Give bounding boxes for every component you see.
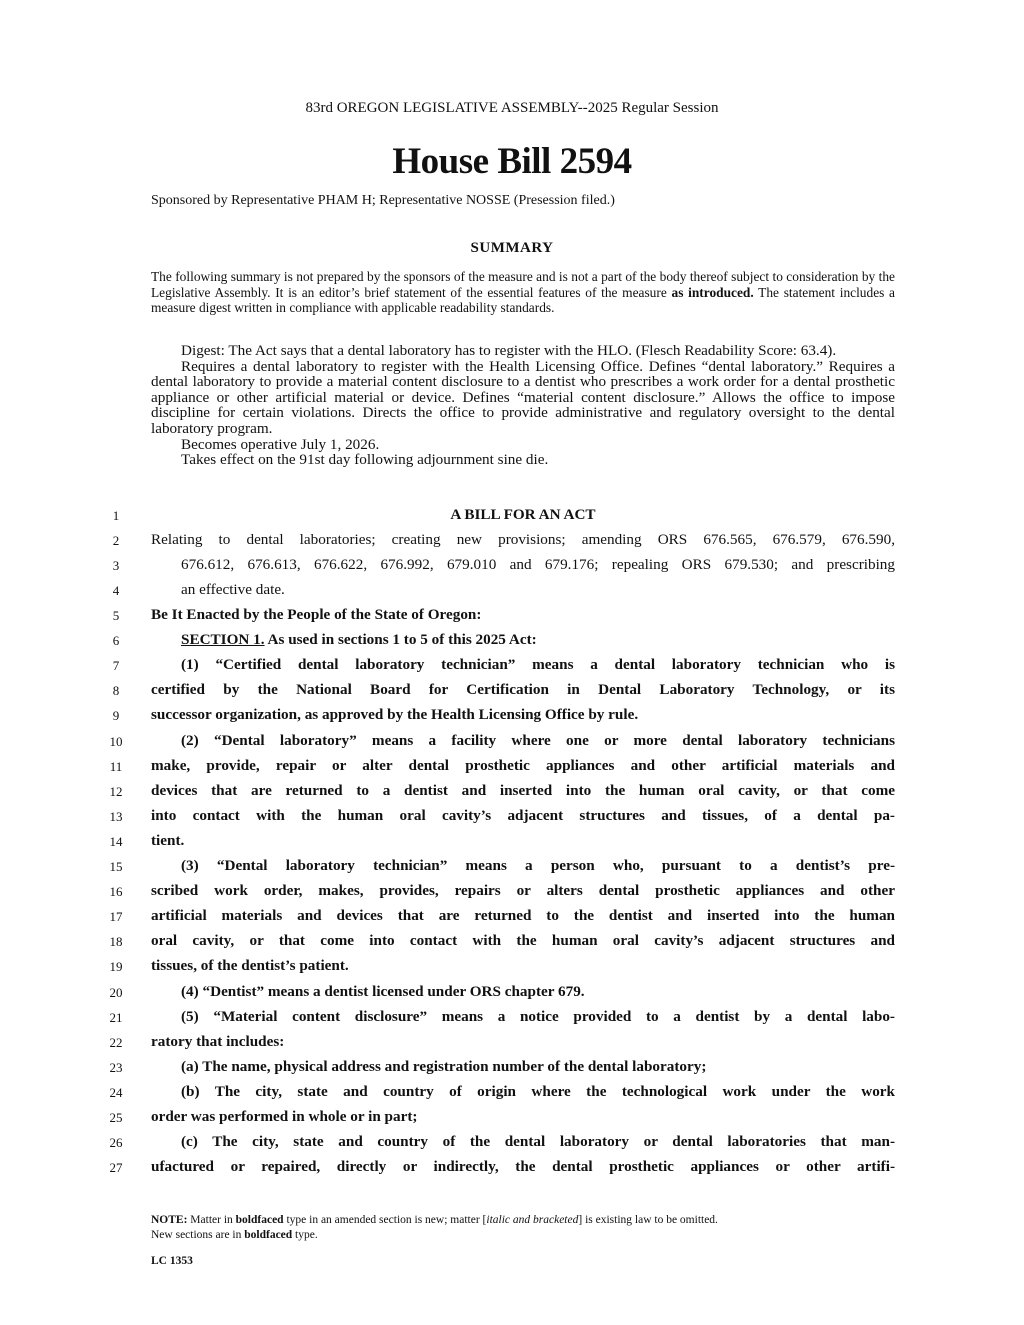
digest-paragraph: Requires a dental laboratory to register with the Health Licensing Office. Defines “dental laboratory.” Requires a dental laboratory to provide a material content disclosure to a dentist who prescribes a work order for a dental prosthetic appliance or other artificial material or device. Defines “material content disclosure.” Allows the office to impose discipline for certain violations. Directs the office to provide administrative and regulatory oversight to the dental laboratory program. — [151, 357, 895, 437]
bill-line: (5) “Material content disclosure” means a notice provided to a dentist by a dental labo- — [181, 1008, 895, 1025]
bill-line: devices that are returned to a dentist and inserted into the human oral cavity, or that come — [151, 782, 895, 799]
bill-line: artificial materials and devices that are returned to the dentist and inserted into the human — [151, 907, 895, 924]
operative-line: Becomes operative July 1, 2026. — [181, 435, 380, 453]
summary-heading: SUMMARY — [470, 240, 554, 256]
bill-title: House Bill 2594 — [392, 141, 632, 182]
bill-line: successor organization, as approved by the Health Licensing Office by rule. — [151, 706, 639, 723]
bill-line: an effective date. — [181, 581, 285, 598]
line-number: 25 — [109, 1110, 123, 1125]
bill-line: into contact with the human oral cavity’s adjacent structures and tissues, of a dental pa- — [151, 807, 895, 824]
line-number: 24 — [109, 1085, 123, 1100]
measure-digest — [151, 343, 895, 468]
line-number: 9 — [112, 708, 120, 723]
line-number: 27 — [109, 1160, 123, 1175]
line-number: 19 — [109, 959, 123, 974]
bill-line: order was performed in whole or in part; — [151, 1108, 418, 1125]
bill-line: make, provide, repair or alter dental prosthetic appliances and other artificial materials and — [151, 757, 895, 774]
line-number: 1 — [112, 508, 120, 523]
line-number: 16 — [109, 884, 123, 899]
line-number: 17 — [109, 909, 123, 924]
bill-line: certified by the National Board for Certification in Dental Laboratory Technology, or its — [151, 681, 895, 698]
bill-line: tissues, of the dentist’s patient. — [151, 957, 349, 974]
line-number: 11 — [109, 759, 123, 774]
line-number: 22 — [109, 1035, 123, 1050]
line-number: 3 — [112, 558, 120, 573]
bill-line: (a) The name, physical address and registration number of the dental laboratory; — [181, 1058, 707, 1075]
line-number: 6 — [112, 633, 120, 648]
line-number: 12 — [109, 784, 123, 799]
line-number: 20 — [109, 985, 123, 1000]
bill-line: (1) “Certified dental laboratory technician” means a dental laboratory technician who is — [181, 656, 895, 673]
bill-line: (c) The city, state and country of the dental laboratory or dental laboratories that man- — [181, 1133, 895, 1150]
session-header: 83rd OREGON LEGISLATIVE ASSEMBLY--2025 Regular Session — [305, 100, 719, 116]
footer-note: NOTE: Matter in boldfaced type in an amended section is new; matter [italic and bracketed] is existing law to be omitted. New sections are in boldfaced type. — [151, 1214, 718, 1241]
line-number: 10 — [109, 734, 123, 749]
line-number: 21 — [109, 1010, 123, 1025]
sponsors-line: Sponsored by Representative PHAM H; Representative NOSSE (Presession filed.) — [151, 193, 615, 208]
line-number: 13 — [109, 809, 123, 824]
line-number: 26 — [109, 1135, 123, 1150]
line-number: 14 — [109, 834, 123, 849]
bill-line: (2) “Dental laboratory” means a facility where one or more dental laboratory technicians — [181, 732, 895, 749]
bill-line: Relating to dental laboratories; creating new provisions; amending ORS 676.565, 676.579, 676.590, — [151, 531, 895, 548]
bill-line: (3) “Dental laboratory technician” means a person who, pursuant to a dentist’s pre- — [181, 857, 895, 874]
bill-act-heading: A BILL FOR AN ACT — [450, 506, 596, 523]
line-number: 7 — [112, 658, 120, 673]
digest-line: Digest: The Act says that a dental laboratory has to register with the HLO. (Flesch Readability Score: 63.4). — [181, 342, 837, 359]
section-1-heading: SECTION 1. As used in sections 1 to 5 of this 2025 Act: — [181, 631, 537, 648]
bill-line: (4) “Dentist” means a dentist licensed under ORS chapter 679. — [181, 983, 585, 1000]
section-label: SECTION 1. — [181, 631, 265, 648]
bill-line: ufactured or repaired, directly or indirectly, the dental prosthetic appliances or other artifi- — [151, 1158, 895, 1175]
line-number: 4 — [112, 583, 120, 598]
bill-line: (b) The city, state and country of origin where the technological work under the work — [181, 1083, 895, 1100]
line-number: 8 — [112, 683, 120, 698]
bill-line: 676.612, 676.613, 676.622, 676.992, 679.010 and 679.176; repealing ORS 679.530; and prescribing — [181, 556, 895, 573]
bill-line: ratory that includes: — [151, 1033, 285, 1050]
line-number: 5 — [112, 608, 120, 623]
enacting-clause: Be It Enacted by the People of the State of Oregon: — [151, 606, 482, 623]
line-number: 15 — [109, 859, 123, 874]
line-number: 2 — [112, 533, 120, 548]
bill-line: scribed work order, makes, provides, repairs or alters dental prosthetic appliances and other — [151, 882, 895, 899]
bill-line: oral cavity, or that come into contact with the human oral cavity’s adjacent structures and — [151, 932, 895, 949]
effect-line: Takes effect on the 91st day following adjournment sine die. — [181, 451, 549, 469]
summary-intro: The following summary is not prepared by the sponsors of the measure and is not a part of the body thereof subject to consideration by the Legislative Assembly. It is an editor’s brief statement of the essential features of the measure as introduced. The statement includes a measure digest written in compliance with applicable readability standards. — [151, 269, 895, 315]
line-number: 23 — [109, 1060, 123, 1075]
bill-line: tient. — [151, 832, 185, 849]
line-number: 18 — [109, 934, 123, 949]
lc-number: LC 1353 — [151, 1255, 193, 1267]
